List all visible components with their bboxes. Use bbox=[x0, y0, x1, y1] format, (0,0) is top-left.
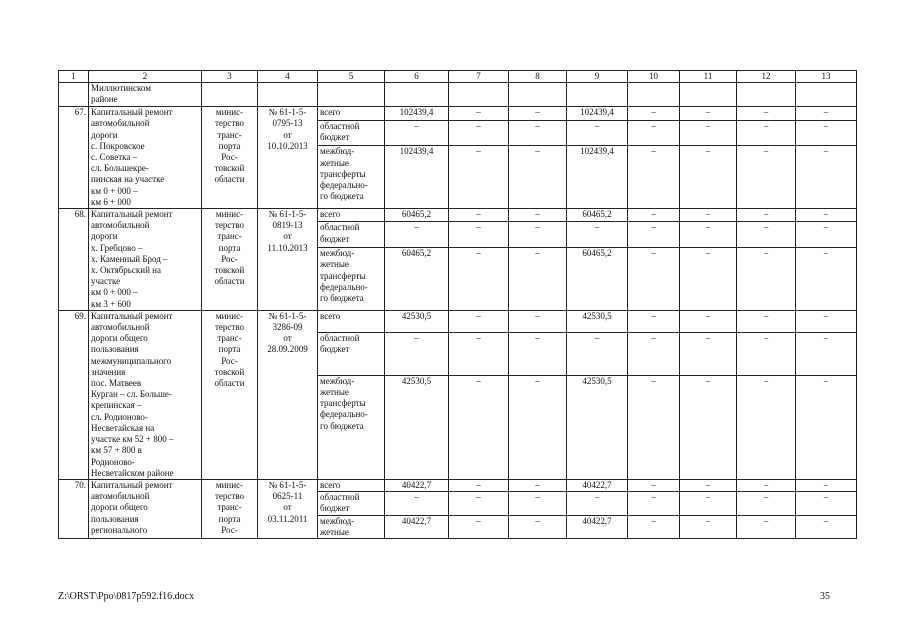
col-header: 8 bbox=[509, 71, 567, 83]
amount-col12: – bbox=[737, 146, 796, 209]
amount-col11: – bbox=[680, 492, 737, 515]
entry-name: Капитальный ремонт автомобильной дороги с. Покровское с. Советка – сл. Большекре- пинская на участке км 0 + 000 – км 6 + 000 bbox=[89, 107, 202, 209]
amount-col10: – bbox=[628, 209, 680, 222]
amount-col13: – bbox=[796, 209, 857, 222]
amount-col8: – bbox=[509, 146, 567, 209]
amount-col7: – bbox=[449, 120, 509, 146]
amount-col11: – bbox=[680, 107, 737, 120]
amount-col6: – bbox=[385, 120, 449, 146]
amount-col7: – bbox=[449, 375, 509, 479]
entry-row bbox=[59, 209, 857, 222]
col-header: 2 bbox=[89, 71, 202, 83]
amount-col13: – bbox=[796, 479, 857, 491]
amount-col12: – bbox=[737, 492, 796, 515]
amount-col10: – bbox=[628, 515, 680, 538]
amount-col8: – bbox=[509, 310, 567, 332]
amount-col9: – bbox=[567, 333, 628, 376]
amount-col9: 102439,4 bbox=[567, 146, 628, 209]
amount-col8: – bbox=[509, 479, 567, 491]
amount-col7: – bbox=[449, 107, 509, 120]
amount-col8: – bbox=[509, 333, 567, 376]
amount-col12: – bbox=[737, 375, 796, 479]
amount-col11: – bbox=[680, 120, 737, 146]
program-table bbox=[58, 70, 857, 539]
amount-col8: – bbox=[509, 515, 567, 538]
amount-col8: – bbox=[509, 209, 567, 222]
amount-col13: – bbox=[796, 515, 857, 538]
funding-source: всего bbox=[318, 310, 385, 332]
amount-col7: – bbox=[449, 479, 509, 491]
amount-col12: – bbox=[737, 107, 796, 120]
amount-col13: – bbox=[796, 107, 857, 120]
amount-col7: – bbox=[449, 333, 509, 376]
amount-col12: – bbox=[737, 209, 796, 222]
amount-col9: 42530,5 bbox=[567, 310, 628, 332]
amount-col12: – bbox=[737, 310, 796, 332]
entry-row bbox=[59, 479, 857, 491]
amount-col10: – bbox=[628, 120, 680, 146]
amount-col7: – bbox=[449, 492, 509, 515]
amount-col9: – bbox=[567, 222, 628, 248]
amount-col10: – bbox=[628, 492, 680, 515]
amount-col9: 42530,5 bbox=[567, 375, 628, 479]
entry-name: Капитальный ремонт автомобильной дороги х. Гребцово – х. Каменный Брод – х. Октябрьский на участке км 0 + 000 – км 3 + 600 bbox=[89, 209, 202, 311]
amount-col11: – bbox=[680, 310, 737, 332]
entry-number: 68. bbox=[59, 209, 89, 311]
amount-col8: – bbox=[509, 248, 567, 311]
amount-col13: – bbox=[796, 333, 857, 376]
entry-name: Капитальный ремонт автомобильной дороги общего пользования межмуниципального значения пос. Матвеев Курган – сл. Больше- крепинская – сл. Родионово- Несветайская на участке км 52 + 800 – км 57 + 800 в Родионово- Несветайском районе bbox=[89, 310, 202, 479]
entry-name: Капитальный ремонт автомобильной дороги общего пользования регионального bbox=[89, 479, 202, 538]
col-header: 11 bbox=[680, 71, 737, 83]
amount-col10: – bbox=[628, 375, 680, 479]
funding-source: межбюд- жетные трансферты федерально- го бюджета bbox=[318, 146, 385, 209]
amount-col8: – bbox=[509, 107, 567, 120]
amount-col13: – bbox=[796, 310, 857, 332]
funding-source: областной бюджет bbox=[318, 120, 385, 146]
amount-col10: – bbox=[628, 222, 680, 248]
funding-source: областной бюджет bbox=[318, 222, 385, 248]
entry-number: 70. bbox=[59, 479, 89, 538]
amount-col10: – bbox=[628, 248, 680, 311]
funding-source: межбюд- жетные трансферты федерально- го бюджета bbox=[318, 375, 385, 479]
entry-document: № 61-1-5- 0795-13 от 10.10.2013 bbox=[258, 107, 318, 209]
amount-col8: – bbox=[509, 492, 567, 515]
amount-col9: – bbox=[567, 492, 628, 515]
amount-col7: – bbox=[449, 146, 509, 209]
amount-col12: – bbox=[737, 333, 796, 376]
funding-source: всего bbox=[318, 209, 385, 222]
amount-col10: – bbox=[628, 310, 680, 332]
amount-col10: – bbox=[628, 479, 680, 491]
amount-col9: 40422,7 bbox=[567, 515, 628, 538]
entry-document: № 61-1-5- 0625-11 от 03.11.2011 bbox=[258, 479, 318, 538]
carry-over-name: Миллютинском районе bbox=[89, 83, 202, 107]
funding-source: всего bbox=[318, 107, 385, 120]
amount-col6: 42530,5 bbox=[385, 310, 449, 332]
amount-col11: – bbox=[680, 333, 737, 376]
footer-file-path: Z:\ORST\Ppo\0817p592.f16.docx bbox=[58, 591, 195, 602]
amount-col6: 102439,4 bbox=[385, 107, 449, 120]
amount-col11: – bbox=[680, 222, 737, 248]
amount-col12: – bbox=[737, 120, 796, 146]
amount-col12: – bbox=[737, 479, 796, 491]
funding-source: областной бюджет bbox=[318, 492, 385, 515]
amount-col9: 60465,2 bbox=[567, 248, 628, 311]
col-header: 7 bbox=[449, 71, 509, 83]
col-header: 3 bbox=[202, 71, 258, 83]
amount-col6: 60465,2 bbox=[385, 248, 449, 311]
amount-col13: – bbox=[796, 120, 857, 146]
amount-col13: – bbox=[796, 146, 857, 209]
entry-row bbox=[59, 310, 857, 332]
amount-col6: 60465,2 bbox=[385, 209, 449, 222]
amount-col10: – bbox=[628, 146, 680, 209]
amount-col6: 42530,5 bbox=[385, 375, 449, 479]
amount-col9: 102439,4 bbox=[567, 107, 628, 120]
amount-col13: – bbox=[796, 248, 857, 311]
amount-col13: – bbox=[796, 375, 857, 479]
col-header: 10 bbox=[628, 71, 680, 83]
funding-source: областной бюджет bbox=[318, 333, 385, 376]
amount-col11: – bbox=[680, 375, 737, 479]
entry-number: 67. bbox=[59, 107, 89, 209]
amount-col9: 40422,7 bbox=[567, 479, 628, 491]
amount-col7: – bbox=[449, 209, 509, 222]
col-header: 13 bbox=[796, 71, 857, 83]
amount-col12: – bbox=[737, 515, 796, 538]
amount-col13: – bbox=[796, 222, 857, 248]
amount-col7: – bbox=[449, 515, 509, 538]
amount-col7: – bbox=[449, 248, 509, 311]
header-row bbox=[59, 71, 857, 83]
amount-col7: – bbox=[449, 310, 509, 332]
amount-col7: – bbox=[449, 222, 509, 248]
amount-col6: – bbox=[385, 333, 449, 376]
amount-col11: – bbox=[680, 515, 737, 538]
amount-col8: – bbox=[509, 222, 567, 248]
amount-col9: – bbox=[567, 120, 628, 146]
amount-col6: 102439,4 bbox=[385, 146, 449, 209]
amount-col8: – bbox=[509, 120, 567, 146]
amount-col13: – bbox=[796, 492, 857, 515]
entry-ministry: минис- терство транс- порта Рос- товской области bbox=[202, 107, 258, 209]
entry-number: 69. bbox=[59, 310, 89, 479]
amount-col6: 40422,7 bbox=[385, 479, 449, 491]
entry-ministry: минис- терство транс- порта Рос- товской области bbox=[202, 310, 258, 479]
amount-col6: 40422,7 bbox=[385, 515, 449, 538]
entry-document: № 61-1-5- 3286-09 от 28.09.2009 bbox=[258, 310, 318, 479]
col-header: 12 bbox=[737, 71, 796, 83]
entry-document: № 61-1-5- 0819-13 от 11.10.2013 bbox=[258, 209, 318, 311]
funding-source: межбюд- жетные bbox=[318, 515, 385, 538]
amount-col11: – bbox=[680, 209, 737, 222]
amount-col6: – bbox=[385, 222, 449, 248]
funding-source: всего bbox=[318, 479, 385, 491]
col-header: 9 bbox=[567, 71, 628, 83]
amount-col10: – bbox=[628, 333, 680, 376]
footer-page-number: 35 bbox=[820, 591, 830, 602]
amount-col11: – bbox=[680, 248, 737, 311]
carry-over-row bbox=[59, 83, 857, 107]
amount-col12: – bbox=[737, 248, 796, 311]
col-header: 6 bbox=[385, 71, 449, 83]
entry-ministry: минис- терство транс- порта Рос- bbox=[202, 479, 258, 538]
entry-ministry: минис- терство транс- порта Рос- товской области bbox=[202, 209, 258, 311]
amount-col12: – bbox=[737, 222, 796, 248]
amount-col10: – bbox=[628, 107, 680, 120]
entry-row bbox=[59, 107, 857, 120]
amount-col11: – bbox=[680, 479, 737, 491]
amount-col6: – bbox=[385, 492, 449, 515]
funding-source: межбюд- жетные трансферты федерально- го бюджета bbox=[318, 248, 385, 311]
amount-col11: – bbox=[680, 146, 737, 209]
col-header: 5 bbox=[318, 71, 385, 83]
col-header: 4 bbox=[258, 71, 318, 83]
amount-col8: – bbox=[509, 375, 567, 479]
col-header: 1 bbox=[59, 71, 89, 83]
amount-col9: 60465,2 bbox=[567, 209, 628, 222]
